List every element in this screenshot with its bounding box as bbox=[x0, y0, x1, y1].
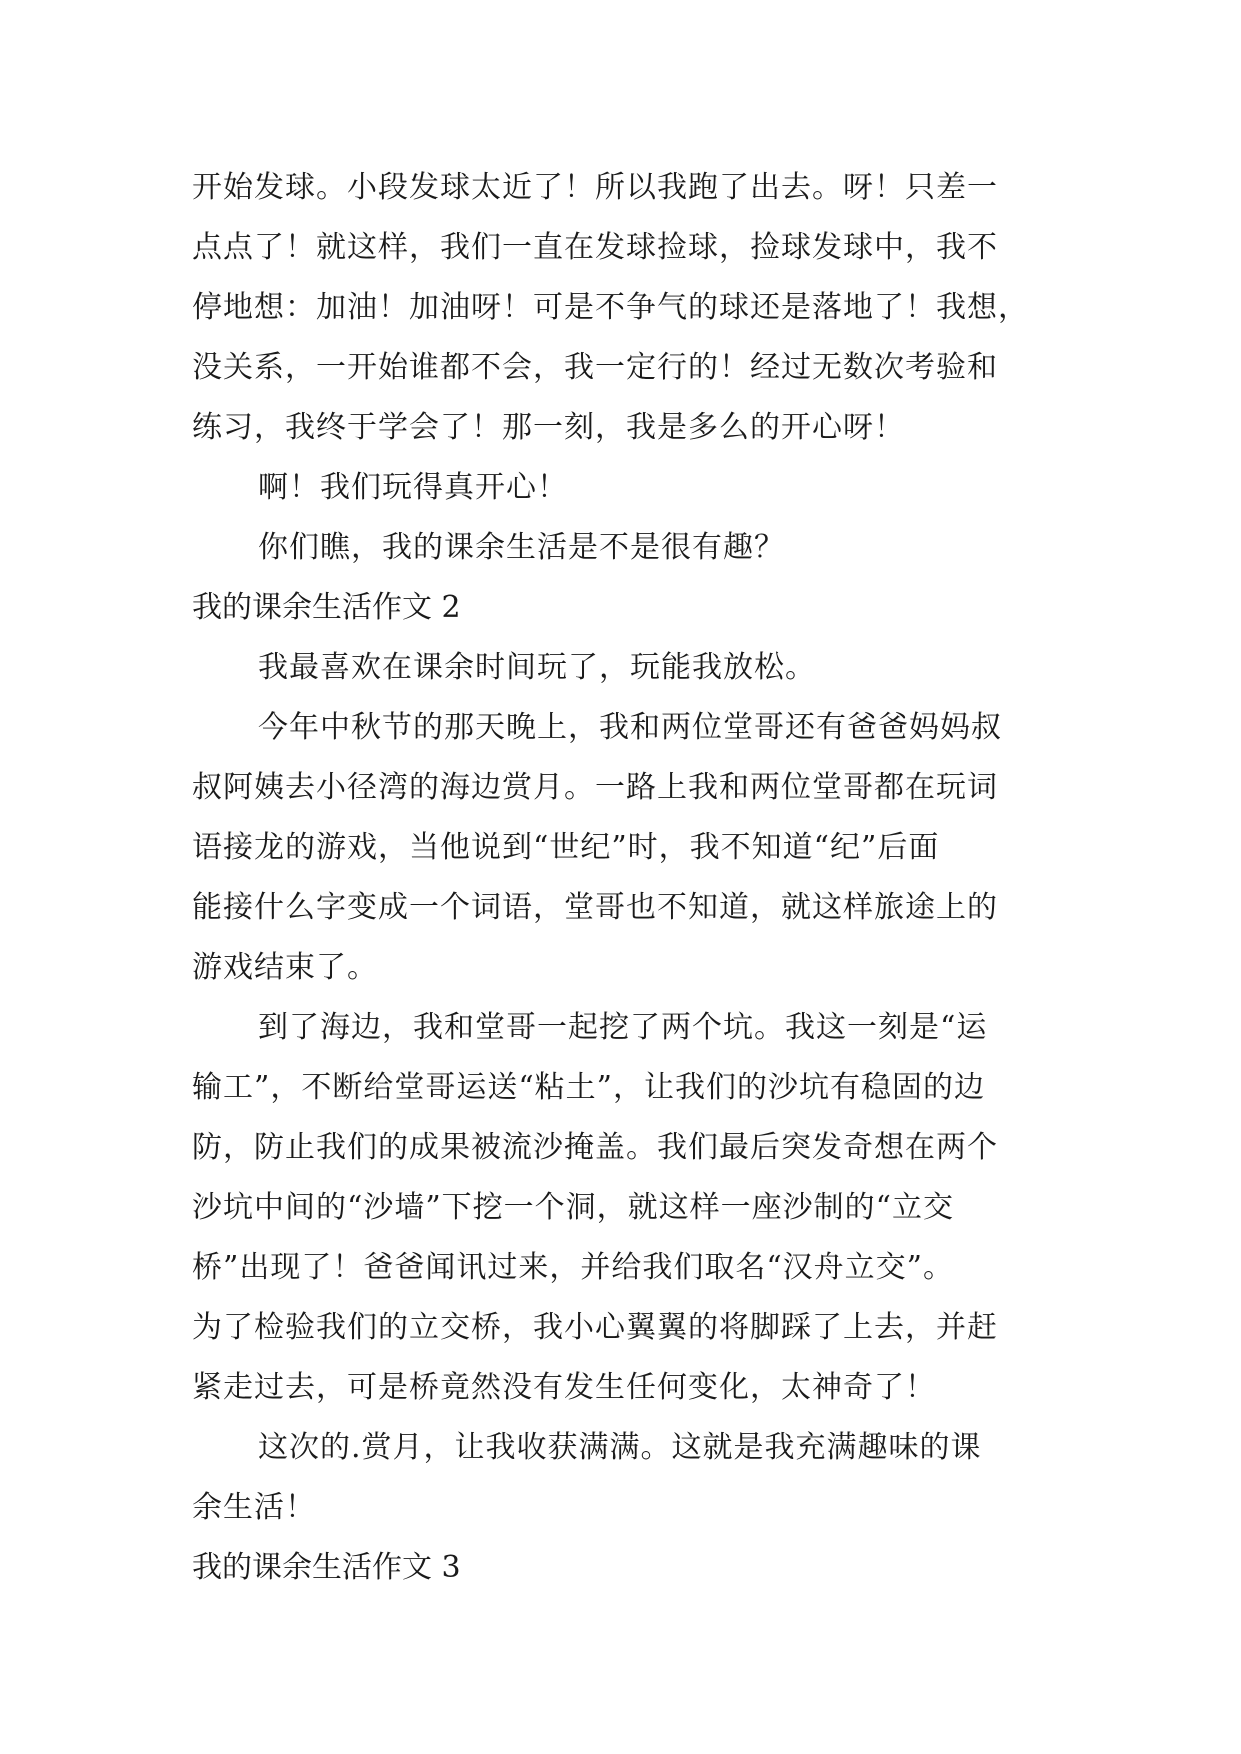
paragraph-line: 我最喜欢在课余时间玩了，玩能我放松。 bbox=[258, 650, 816, 685]
paragraph-line: 沙坑中间的“沙墙”下挖一个洞，就这样一座沙制的“立交 bbox=[192, 1190, 955, 1225]
paragraph-line: 防，防止我们的成果被流沙掩盖。我们最后突发奇想在两个 bbox=[192, 1130, 998, 1165]
paragraph-line: 能接什么字变成一个词语，堂哥也不知道，就这样旅途上的 bbox=[192, 890, 998, 925]
paragraph-line: 余生活！ bbox=[192, 1490, 316, 1525]
paragraph-line: 为了检验我们的立交桥，我小心翼翼的将脚踩了上去，并赶 bbox=[192, 1310, 998, 1345]
paragraph-line: 练习，我终于学会了！那一刻，我是多么的开心呀！ bbox=[192, 410, 905, 445]
paragraph-line: 你们瞧，我的课余生活是不是很有趣？ bbox=[258, 530, 785, 565]
paragraph-line: 停地想：加油！加油呀！可是不争气的球还是落地了！我想， bbox=[192, 290, 1029, 325]
paragraph-line: 桥”出现了！爸爸闻讯过来，并给我们取名“汉舟立交”。 bbox=[192, 1250, 955, 1285]
paragraph-line: 开始发球。小段发球太近了！所以我跑了出去。呀！只差一 bbox=[192, 170, 998, 205]
paragraph-line: 到了海边，我和堂哥一起挖了两个坑。我这一刻是“运 bbox=[258, 1010, 988, 1045]
section-heading: 我的课余生活作文 3 bbox=[192, 1550, 461, 1585]
paragraph-line: 语接龙的游戏，当他说到“世纪”时，我不知道“纪”后面 bbox=[192, 830, 940, 865]
paragraph-line: 今年中秋节的那天晚上，我和两位堂哥还有爸爸妈妈叔 bbox=[258, 710, 1002, 745]
paragraph-line: 啊！我们玩得真开心！ bbox=[258, 470, 568, 505]
paragraph-line: 叔阿姨去小径湾的海边赏月。一路上我和两位堂哥都在玩词 bbox=[192, 770, 998, 805]
document-body bbox=[192, 158, 1092, 1598]
paragraph-line: 游戏结束了。 bbox=[192, 950, 378, 985]
paragraph-line: 没关系，一开始谁都不会，我一定行的！经过无数次考验和 bbox=[192, 350, 998, 385]
paragraph-line: 输工”，不断给堂哥运送“粘土”，让我们的沙坑有稳固的边 bbox=[192, 1070, 986, 1105]
paragraph-line: 紧走过去，可是桥竟然没有发生任何变化，太神奇了！ bbox=[192, 1370, 936, 1405]
section-heading: 我的课余生活作文 2 bbox=[192, 590, 461, 625]
paragraph-line: 点点了！就这样，我们一直在发球捡球，捡球发球中，我不 bbox=[192, 230, 998, 265]
paragraph-line: 这次的.赏月，让我收获满满。这就是我充满趣味的课 bbox=[258, 1430, 982, 1465]
